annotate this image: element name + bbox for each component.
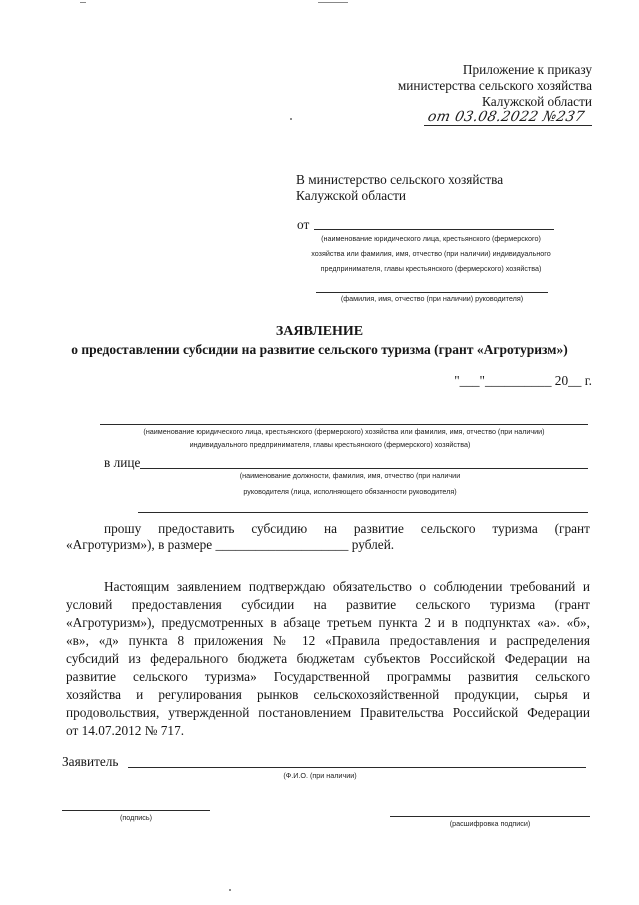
scan-artifact [290, 118, 292, 120]
scan-artifact [229, 889, 231, 891]
body-line: субсидий из федерального бюджета бюджетам субъектов Российской Федерации на [66, 651, 590, 666]
appendix-line: Приложение к приказу [462, 62, 592, 77]
applicant-label: Заявитель [62, 754, 119, 769]
sign-caption: (подпись) [120, 813, 152, 822]
request-word: прошу [104, 521, 142, 536]
person-caption: руководителя (лица, исполняющего обязанности руководителя) [243, 487, 457, 496]
person-input-line[interactable] [140, 468, 588, 469]
sign-input-line[interactable] [62, 810, 210, 811]
body-line: «в», «д» пункта 8 приложения № 12 «Правила предоставления и распределения [66, 633, 590, 648]
head-name-input-line[interactable] [316, 292, 548, 293]
applicant-caption: (наименование юридического лица, крестьянского (фермерского) хозяйства или фамилия, имя, отчество (при наличии) [143, 427, 545, 436]
request-word: развитие [353, 521, 404, 536]
decode-caption: (расшифровка подписи) [449, 819, 531, 828]
request-word: на [324, 521, 338, 536]
appendix-line: министерства сельского хозяйства [397, 78, 592, 93]
appendix-line: Калужской области [482, 94, 592, 109]
body-line: продовольствия, утвержденной постановлением Правительства Российской Федерации [66, 705, 590, 720]
from-caption: предпринимателя, главы крестьянского (фермерского) хозяйства) [320, 264, 542, 273]
body-line: от 14.07.2012 № 717. [66, 723, 185, 738]
scan-artifact [318, 2, 348, 3]
request-word: субсидию [251, 521, 308, 536]
applicant-caption: индивидуального предпринимателя, главы крестьянского (фермерского) хозяйства) [189, 440, 471, 449]
from-label: от [297, 217, 310, 232]
body-line: Настоящим заявлением подтверждаю обязательство о соблюдении требований и [104, 579, 590, 594]
date-field[interactable]: "___"__________ 20__ г. [454, 373, 592, 388]
fio-caption: (Ф.И.О. (при наличии) [283, 771, 357, 780]
body-line: условий предоставления субсидии на развитие сельского туризма (грант [66, 597, 590, 612]
document-subtitle: о предоставлении субсидии на развитие сельского туризма (грант «Агротуризм») [71, 342, 568, 357]
addressee-line: В министерство сельского хозяйства [296, 172, 504, 187]
request-word: предоставить [158, 521, 235, 536]
handwritten-order-number: от 03.08.2022 №237 [426, 109, 586, 125]
request-word: туризма [492, 521, 538, 536]
addressee-line: Калужской области [296, 188, 406, 203]
fio-input-line[interactable] [128, 767, 586, 768]
head-name-caption: (фамилия, имя, отчество (при наличии) руководителя) [340, 294, 524, 303]
request-line [104, 521, 590, 537]
from-caption: хозяйства или фамилия, имя, отчество (при наличии) индивидуального [311, 249, 551, 258]
request-amount-line[interactable]: «Агротуризм»), в размере ____________________ рублей. [66, 537, 395, 552]
applicant-name-input-line[interactable] [100, 424, 588, 425]
extra-input-line[interactable] [138, 512, 588, 513]
document-title: ЗАЯВЛЕНИЕ [275, 324, 364, 339]
person-label: в лице [104, 455, 141, 470]
body-line: «Агротуризм»), предусмотренных в абзаце третьем пункта 2 и в подпунктах «а». «б», [66, 615, 590, 630]
request-word: сельского [420, 521, 476, 536]
body-line: развитие сельского туризма» Государственной программы развития сельского [66, 669, 590, 684]
handwritten-underline [424, 125, 592, 126]
person-caption: (наименование должности, фамилия, имя, отчество (при наличии [239, 471, 461, 480]
scan-artifact [80, 2, 86, 3]
request-word: (грант [554, 521, 590, 536]
body-line: хозяйства и регулирования рынков сельскохозяйственной продукции, сырья и [66, 687, 590, 702]
decode-input-line[interactable] [390, 816, 590, 817]
from-input-line[interactable] [314, 229, 554, 230]
from-caption: (наименование юридического лица, крестьянского (фермерского) [321, 234, 541, 243]
